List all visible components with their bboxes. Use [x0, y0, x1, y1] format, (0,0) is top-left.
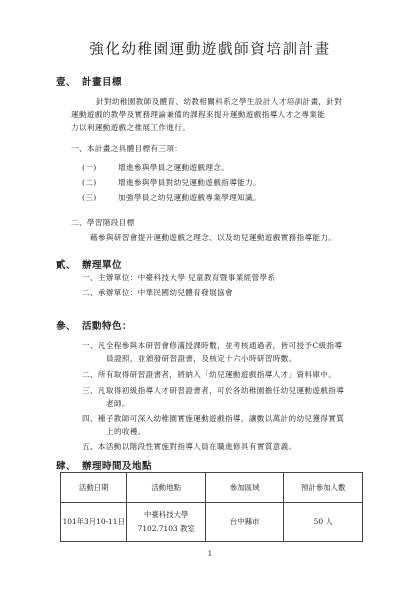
place-line: 7102.7103 教室 — [137, 524, 195, 533]
section-1-title: 計畫目標 — [82, 77, 123, 88]
goal-text: 加強學員之幼兒運動遊戲專業學理知識。 — [118, 193, 261, 202]
goal-item — [82, 192, 261, 203]
table-header-cell: 活動地點 — [127, 473, 206, 503]
count-cell: 50 人 — [284, 503, 363, 542]
region-cell: 台中縣市 — [205, 503, 284, 542]
goal-text: 增進參與學員對幼兒運動遊戲指導能力。 — [118, 178, 261, 187]
section-3-heading — [56, 318, 132, 332]
goal-text: 增進參與學員之運動遊戲理念。 — [118, 163, 230, 172]
section-4-number: 肆、 — [56, 461, 77, 472]
organizer-line: 二、承辦單位：中華民國幼兒體育發展協會 — [82, 288, 233, 297]
section-1-intro-line: 運動遊戲的教學及實務理論兼備的課程來提升運動遊戲指導人才之專業能 — [71, 110, 326, 119]
organizer-line: 一、主辦單位：中臺科技大學 兒童教育暨事業經營學系 — [82, 273, 276, 282]
page-number: 1 — [207, 550, 213, 558]
date-cell: 101年3月10-11日 — [61, 503, 127, 542]
section-4-heading — [56, 458, 152, 472]
goal-item — [82, 177, 261, 188]
section-4-title: 辦理時間及地點 — [82, 461, 153, 472]
feature-line: 五、本活動以階段性實施對指導人員在職進修具有實質意義。 — [82, 442, 297, 451]
section-1-sub2-text: 藉參與研習會提升運動遊戲之理念、以及幼兒運動遊戲實務指導能力。 — [90, 233, 337, 242]
feature-line: 員證照，並頒發研習證書，及核定十六小時研習時數。 — [106, 354, 297, 363]
goal-item — [82, 162, 229, 173]
goal-number: (二) — [82, 178, 97, 187]
feature-line: 一、凡全程參與本研習會修滿授課時數，並考核通過者，皆可授予C級指導 — [82, 341, 343, 350]
place-cell — [127, 503, 206, 542]
section-2-number: 貳、 — [56, 260, 77, 271]
section-1-heading — [56, 74, 122, 88]
goal-number: (三) — [82, 193, 97, 202]
goal-number: (一) — [82, 163, 97, 172]
table-row — [61, 503, 363, 542]
section-2-title: 辦理單位 — [82, 260, 123, 271]
table-header-cell: 活動日期 — [61, 473, 127, 503]
feature-line: 三、凡取得初級指導人才研習證書者，可於各幼稚園擔任幼兒運動遊戲指導 — [82, 386, 345, 395]
section-2-heading — [56, 257, 122, 271]
feature-line: 老師。 — [106, 399, 130, 408]
feature-line: 二、所有取得研習證書者，將納入「幼兒運動遊戲指導人才」資料庫中。 — [82, 370, 337, 379]
schedule-table — [60, 472, 363, 542]
section-1-intro-line: 針對幼稚園教師及體育、幼教相關科系之學生設計人才培訓計畫，針對 — [96, 97, 343, 106]
section-1-sub1: 一、本計畫之具體目標有三項： — [71, 144, 183, 153]
document-title: 強化幼稚園運動遊戲師資培訓計畫 — [89, 42, 331, 58]
feature-line: 四、種子教師可深入幼稚園實施運動遊戲指導，讓數以萬計的幼兒獲得實質 — [82, 414, 345, 423]
section-1-number: 壹、 — [56, 77, 77, 88]
table-header-row — [61, 473, 363, 503]
place-line: 中臺科技大學 — [144, 510, 189, 519]
table-header-cell: 預計參加人數 — [284, 473, 363, 503]
section-1-intro-line: 力以利運動遊戲之推展工作進行。 — [71, 123, 191, 132]
section-1-sub2: 二、學習階段目標 — [71, 218, 135, 227]
section-3-number: 參、 — [56, 321, 77, 332]
table-header-cell: 參加區域 — [205, 473, 284, 503]
feature-line: 上的收穫。 — [106, 427, 146, 436]
section-3-title: 活動特色： — [82, 321, 133, 332]
